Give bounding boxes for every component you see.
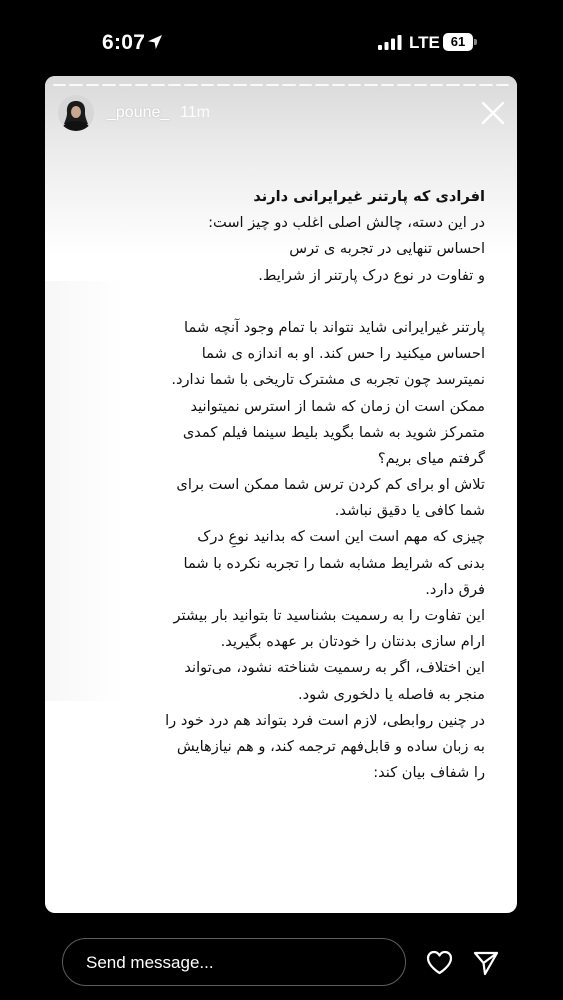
heart-icon[interactable] (426, 950, 453, 975)
avatar[interactable] (58, 95, 94, 131)
story-text-line: گرفتم میای بریم؟ (377, 449, 485, 467)
send-message-placeholder: Send message... (86, 953, 214, 972)
story-text-line: ارام سازی بدنتان را خودتان بر عهده بگیرید. (220, 633, 485, 651)
story-text-line: تلاش او برای کم کردن ترس شما ممکن است برای (176, 476, 485, 494)
carrier-label: LTE (409, 33, 440, 52)
story-card[interactable] (45, 76, 517, 913)
story-text-line: ممکن است ان زمان که شما از استرس نمیتوانید (190, 397, 485, 415)
story-username[interactable]: _poune_ (107, 104, 170, 121)
status-time: 6:07 (102, 31, 146, 54)
story-text-line: و تفاوت در نوع درک پارتنر از شرایط. (258, 266, 485, 284)
story-time-ago: 11m (180, 104, 210, 121)
close-icon[interactable] (480, 100, 506, 126)
story-text-block (153, 184, 485, 786)
send-message-input[interactable] (62, 938, 406, 986)
story-text-line: در این دسته، چالش اصلی اغلب دو چیز است: (208, 214, 485, 232)
battery-level: 61 (443, 33, 473, 51)
story-text-line: بدنی که شرایط مشابه شما را تجربه نکرده با شما (183, 554, 485, 572)
battery-cap (474, 39, 477, 45)
battery-icon (443, 33, 477, 51)
send-icon[interactable] (473, 950, 499, 976)
story-text-line: احساس تنهایی در تجربه ی ترس (289, 240, 485, 258)
story-background-panel (45, 281, 125, 701)
story-text-line: به زبان ساده و قابل‌فهم ترجمه کند، و هم نیازهایش (176, 737, 485, 755)
story-text-line: احساس میکنید را حس کند. او به اندازه ی شما (201, 345, 485, 363)
location-arrow-icon (147, 34, 163, 50)
story-text-line: چیزی که مهم است این است که بدانید نوعِ درک (197, 528, 485, 546)
story-text-line: فرق دارد. (425, 580, 485, 598)
story-progress-bar (53, 84, 509, 87)
story-text-line: منجر به فاصله یا دلخوری شود. (297, 685, 485, 703)
story-text-line: در چنین روابطی، لازم است فرد بتواند هم درد خود را (165, 711, 485, 729)
story-text-line: نمیترسد چون تجربه ی مشترک تاریخی با شما ندارد. (171, 371, 485, 389)
story-text-line: را شفاف بیان کند: (373, 764, 485, 782)
cellular-signal-icon (378, 35, 402, 50)
status-bar (0, 0, 563, 76)
story-text-line: این تفاوت را به رسمیت بشناسید تا بتوانید بار بیشتر (173, 607, 485, 624)
story-text-line: پارتنر غیرایرانی شاید نتواند با تمام وجود آنچه شما (184, 318, 485, 336)
story-heading: افرادی که پارتنر غیرایرانی دارند (253, 188, 485, 205)
avatar-photo (58, 95, 94, 131)
story-text-line: متمرکز شوید به شما بگوید بلیط سینما فیلم کمدی (182, 423, 485, 441)
story-text-line (153, 289, 485, 315)
story-text-line: این اختلاف، اگر به رسمیت شناخته نشود، می‌تواند (184, 659, 485, 677)
story-text-line: شما کافی یا دقیق نباشد. (334, 502, 485, 520)
